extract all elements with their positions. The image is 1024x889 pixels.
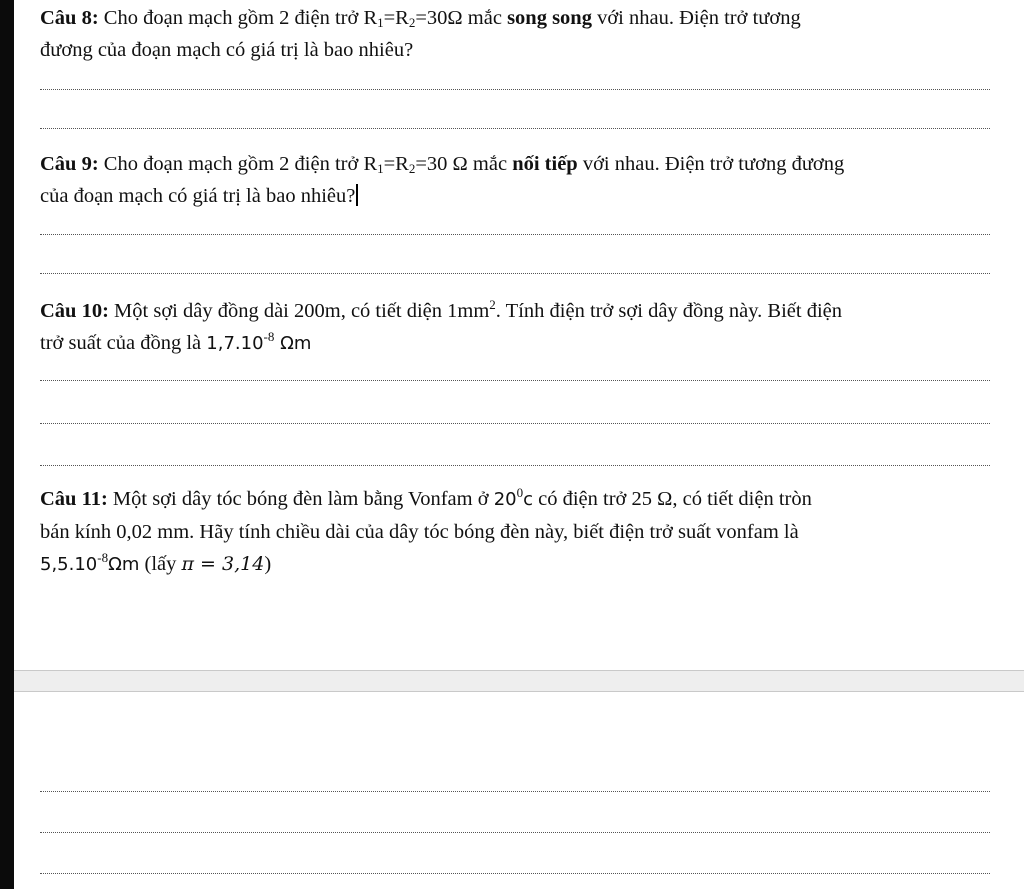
question-11-text: bán kính 0,02 mm. Hãy tính chiều dài của dây tóc bóng đèn này, biết điện trở suất vonfam là (40, 521, 799, 543)
answer-line[interactable] (40, 423, 990, 424)
left-window-edge (0, 0, 14, 889)
answer-line[interactable] (40, 234, 990, 235)
bold-term: song song (507, 7, 592, 29)
question-10[interactable] (40, 295, 995, 360)
question-9-text: của đoạn mạch có giá trị là bao nhiêu? (40, 185, 356, 207)
superscript: -8 (263, 329, 275, 344)
resistivity-unit: Ωm (108, 554, 140, 575)
answer-line[interactable] (40, 873, 990, 874)
question-10-text: . Tính điện trở sợi dây đồng này. Biết điện (495, 300, 843, 322)
question-8-label: Câu 8: (40, 7, 99, 29)
question-10-text: trở suất của đồng là (40, 332, 207, 354)
superscript: 0 (516, 485, 524, 500)
question-9-label: Câu 9: (40, 153, 99, 175)
question-11[interactable] (40, 483, 995, 581)
subscript: 2 (408, 15, 416, 30)
question-8-text: Cho đoạn mạch gồm 2 điện trở R (98, 7, 378, 29)
question-9-text: với nhau. Điện trở tương đương (577, 153, 845, 175)
temperature-value: 20 (493, 489, 517, 510)
superscript: -8 (97, 550, 109, 565)
question-9-text: Cho đoạn mạch gồm 2 điện trở R (98, 153, 378, 175)
question-11-label: Câu 11: (40, 488, 108, 510)
question-9[interactable] (40, 148, 995, 212)
superscript: 2 (489, 297, 496, 312)
text-cursor (356, 184, 358, 206)
answer-line[interactable] (40, 89, 990, 90)
question-9-text: =30 Ω mắc (415, 153, 513, 175)
answer-line[interactable] (40, 380, 990, 381)
subscript: 1 (377, 15, 384, 30)
question-8-text: =R (383, 7, 409, 29)
question-8-text: đương của đoạn mạch có giá trị là bao nhiêu? (40, 39, 414, 61)
question-11-text: (lấy (139, 553, 182, 575)
question-11-text: có điện trở 25 Ω, có tiết diện tròn (533, 488, 812, 510)
subscript: 1 (377, 161, 384, 176)
question-10-text: Một sợi dây đồng dài 200m, có tiết diện 1mm (108, 300, 490, 322)
resistivity-unit: Ωm (274, 333, 312, 354)
question-11-text: ) (264, 553, 272, 575)
question-11-text: Một sợi dây tóc bóng đèn làm bằng Vonfam ở (107, 488, 494, 510)
pi-value: π = 3,14 (181, 553, 265, 575)
question-8[interactable] (40, 2, 995, 66)
answer-line[interactable] (40, 791, 990, 792)
question-10-label: Câu 10: (40, 300, 109, 322)
subscript: 2 (408, 161, 416, 176)
answer-line[interactable] (40, 128, 990, 129)
page-break (14, 670, 1024, 692)
question-8-text: với nhau. Điện trở tương (591, 7, 801, 29)
bold-term: nối tiếp (512, 153, 578, 175)
question-8-text: =30Ω mắc (415, 7, 508, 29)
temperature-unit: c (523, 489, 533, 510)
resistivity-value: 1,7.10 (206, 333, 264, 354)
answer-line[interactable] (40, 832, 990, 833)
resistivity-value: 5,5.10 (40, 554, 98, 575)
answer-line[interactable] (40, 465, 990, 466)
question-9-text: =R (383, 153, 409, 175)
answer-line[interactable] (40, 273, 990, 274)
